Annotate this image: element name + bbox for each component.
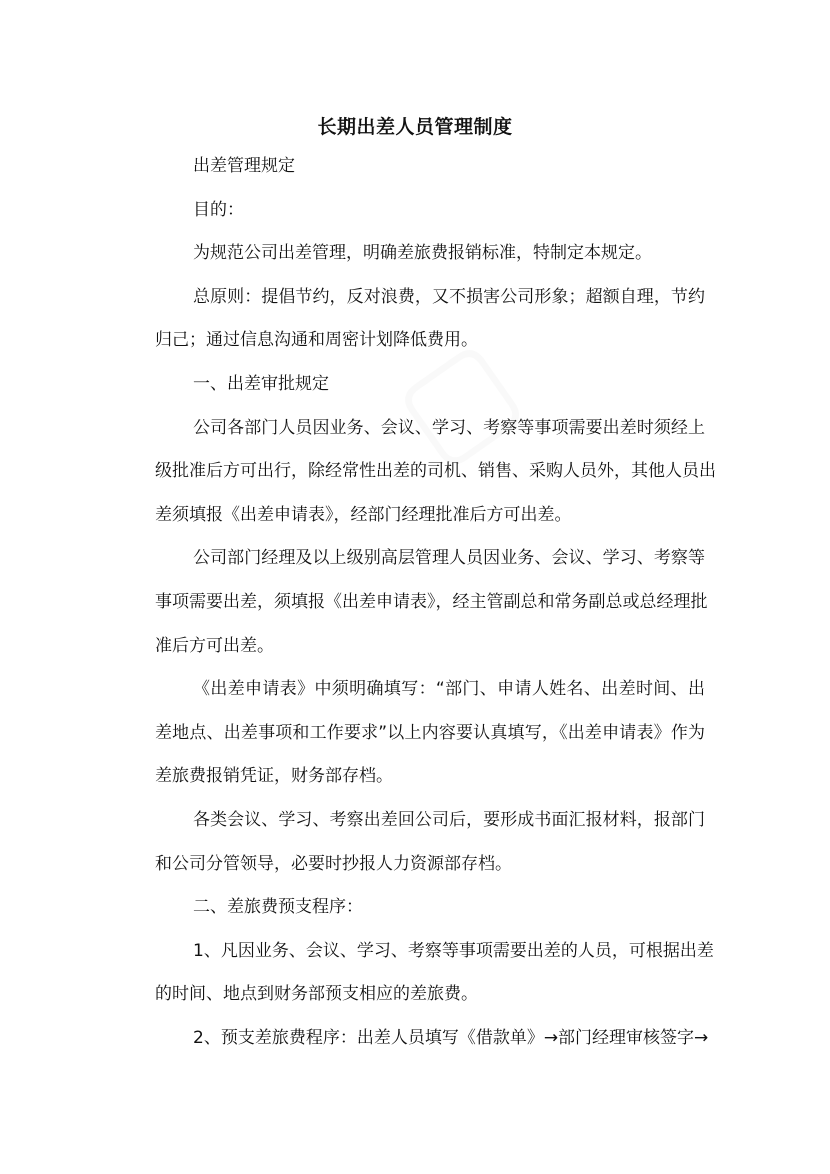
paragraph-line: 各类会议、学习、考察出差回公司后，要形成书面汇报材料，报部门 (193, 809, 705, 830)
paragraph (155, 151, 705, 195)
paragraph-line: 差须填报《出差申请表》，经部门经理批准后方可出差。 (155, 504, 572, 525)
paragraph (155, 413, 716, 544)
document-body (155, 151, 716, 1066)
paragraph (155, 805, 705, 892)
paragraph (155, 892, 705, 936)
paragraph-line: 《出差申请表》中须明确填写：“部门、申请人姓名、出差时间、出 (193, 679, 705, 700)
paragraph (155, 238, 705, 282)
paragraph-line: 一、出差审批规定 (193, 373, 329, 394)
paragraph-line: 总原则：提倡节约，反对浪费，又不损害公司形象；超额自理，节约 (193, 286, 705, 307)
paragraph-line: 级批准后方可出行，除经常性出差的司机、销售、采购人员外，其他人员出 (155, 461, 716, 482)
paragraph (155, 195, 705, 239)
paragraph-line: 1、凡因业务、会议、学习、考察等事项需要出差的人员，可根据出差 (193, 940, 714, 961)
paragraph-line: 准后方可出差。 (155, 635, 274, 656)
paragraph-line: 二、差旅费预支程序： (193, 897, 363, 918)
paragraph (155, 543, 708, 674)
paragraph-line: 差旅费报销凭证，财务部存档。 (155, 766, 393, 787)
paragraph-line: 公司各部门人员因业务、会议、学习、考察等事项需要出差时须经上 (193, 417, 705, 438)
paragraph-line: 公司部门经理及以上级别高层管理人员因业务、会议、学习、考察等 (193, 548, 705, 569)
paragraph (155, 674, 705, 805)
paragraph (155, 1023, 709, 1067)
paragraph-line: 和公司分管领导，必要时抄报人力资源部存档。 (155, 853, 512, 874)
paragraph-line: 事项需要出差，须填报《出差申请表》，经主管副总和常务副总或总经理批 (155, 591, 708, 612)
paragraph-line: 2、预支差旅费程序：出差人员填写《借款单》→部门经理审核签字→ (193, 1027, 709, 1048)
paragraph (155, 936, 714, 1023)
paragraph-line: 为规范公司出差管理，明确差旅费报销标准，特制定本规定。 (193, 243, 652, 264)
document-title: 长期出差人员管理制度 (317, 116, 513, 138)
paragraph (155, 369, 705, 413)
paragraph-line: 归己；通过信息沟通和周密计划降低费用。 (155, 330, 478, 351)
paragraph-line: 目的： (193, 199, 244, 220)
paragraph-line: 差地点、出差事项和工作要求”以上内容要认真填写，《出差申请表》作为 (155, 722, 705, 743)
paragraph (155, 282, 705, 369)
paragraph-line: 的时间、地点到财务部预支相应的差旅费。 (155, 984, 478, 1005)
paragraph-line: 出差管理规定 (193, 156, 295, 176)
